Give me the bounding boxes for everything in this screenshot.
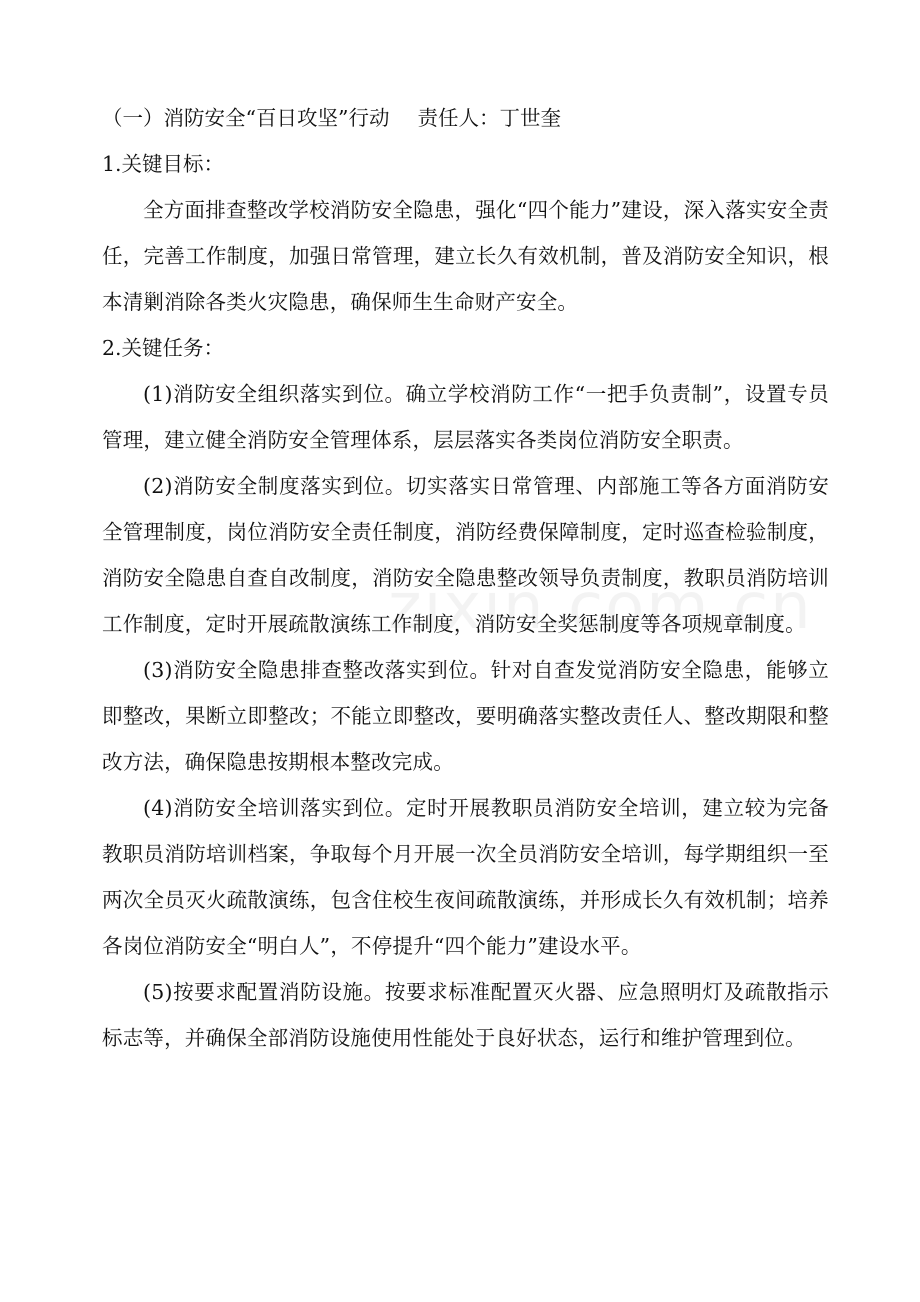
task-item-1: (1)消防安全组织落实到位。确立学校消防工作“一把手负责制”，设置专员管理，建立健全消防安全管理体系，层层落实各类岗位消防安全职责。 bbox=[102, 382, 829, 452]
section-heading-row bbox=[102, 95, 829, 141]
task-item-2: (2)消防安全制度落实到位。切实落实日常管理、内部施工等各方面消防安全管理制度，岗位消防安全责任制度，消防经费保障制度，定时巡查检验制度，消防安全隐患自查自改制度，消防安全隐患整改领导负责制度，教职员消防培训工作制度，定时开展疏散演练工作制度，消防安全奖惩制度等各项规章制度。 bbox=[102, 474, 829, 636]
responsible-person: 责任人：丁世奎 bbox=[417, 106, 561, 130]
section-heading: （一）消防安全“百日攻坚”行动 bbox=[102, 106, 390, 130]
task-item-4: (4)消防安全培训落实到位。定时开展教职员消防安全培训，建立较为完备教职员消防培训档案，争取每个月开展一次全员消防安全培训，每学期组织一至两次全员灭火疏散演练，包含住校生夜间疏散演练，并形成长久有效机制；培养各岗位消防安全“明白人”，不停提升“四个能力”建设水平。 bbox=[102, 796, 829, 958]
document-body bbox=[102, 95, 829, 1061]
task-item-5: (5)按要求配置消防设施。按要求标准配置灭火器、应急照明灯及疏散指示标志等，并确保全部消防设施使用性能处于良好状态，运行和维护管理到位。 bbox=[102, 980, 829, 1050]
goals-label: 1.关键目标： bbox=[102, 152, 225, 176]
task-item-3: (3)消防安全隐患排查整改落实到位。针对自查发觉消防安全隐患，能够立即整改，果断立即整改；不能立即整改，要明确落实整改责任人、整改期限和整改方法，确保隐患按期根本整改完成。 bbox=[102, 658, 829, 774]
tasks-label: 2.关键任务： bbox=[102, 336, 225, 360]
goals-paragraph: 全方面排查整改学校消防安全隐患，强化“四个能力”建设，深入落实安全责任，完善工作制度，加强日常管理，建立长久有效机制，普及消防安全知识，根本清剿消除各类火灾隐患，确保师生生命财产安全。 bbox=[102, 198, 829, 314]
